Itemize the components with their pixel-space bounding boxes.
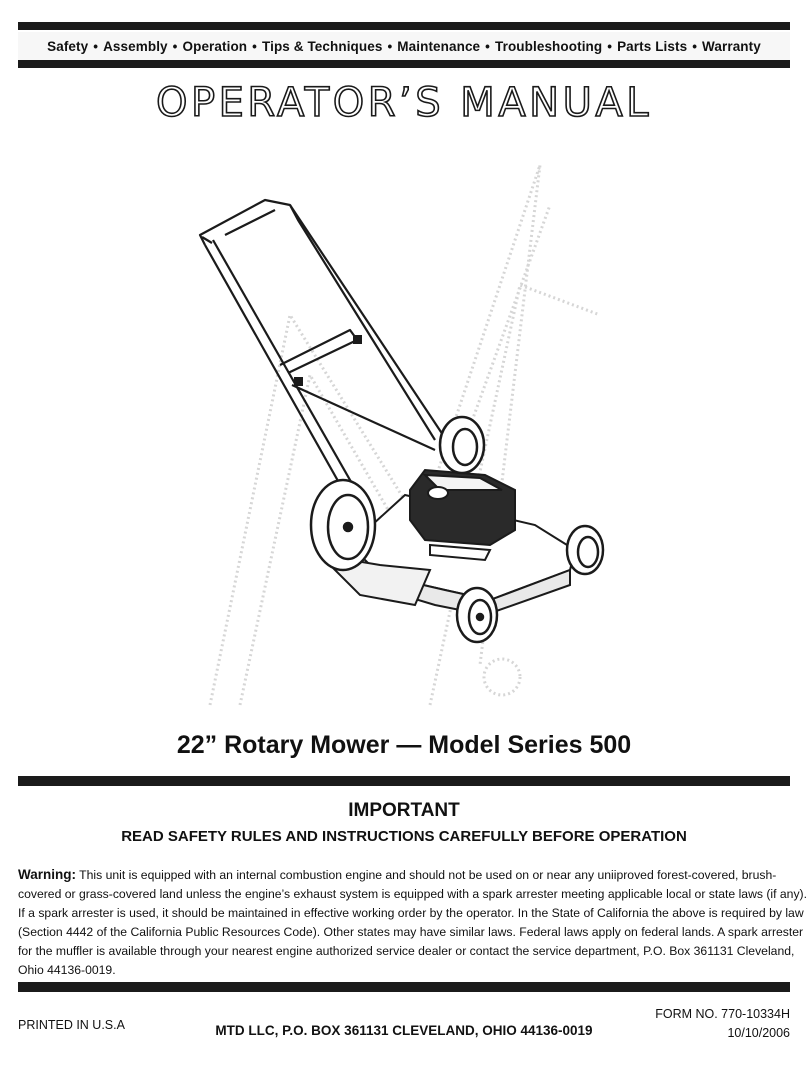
section-link: Troubleshooting	[495, 38, 603, 54]
warning-text: This unit is equipped with an internal combustion engine and should not be used on or near any uniiproved forest-covered, brush-	[76, 868, 777, 882]
form-date: 10/10/2006	[727, 1026, 790, 1040]
section-separator: •	[252, 38, 257, 54]
section-link: Assembly	[103, 38, 168, 54]
section-rule-top	[18, 776, 790, 786]
warning-line: If a spark arrester is used, it should be maintained in effective working order by the operator. In the State of California the above is required by law	[18, 906, 804, 920]
top-rule	[18, 22, 790, 30]
form-number: FORM NO. 770-10334H	[655, 1007, 790, 1021]
important-heading: IMPORTANT	[348, 800, 460, 821]
warning-line	[18, 865, 794, 885]
section-rule-bottom	[18, 982, 790, 992]
section-separator: •	[692, 38, 698, 54]
manual-title: OPERATOR’S MANUAL	[155, 80, 653, 126]
warning-line: (Section 4442 of the California Public Resources Code). Other states may have similar laws. Federal laws apply on federal lands. A spark arrester	[18, 925, 804, 939]
section-link: Parts Lists	[617, 38, 688, 54]
handle-knob-left	[294, 377, 303, 386]
mower-handle	[200, 200, 443, 520]
sections-bar	[18, 32, 790, 60]
watermark-logo	[210, 165, 600, 705]
wheel-rear-right	[440, 417, 484, 473]
section-link: Safety	[47, 38, 89, 54]
warning-label: Warning:	[18, 867, 76, 882]
read-safety-heading: READ SAFETY RULES AND INSTRUCTIONS CAREFULLY BEFORE OPERATION	[121, 828, 687, 845]
printed-in: PRINTED IN U.S.A	[18, 1018, 125, 1032]
company-address: MTD LLC, P.O. BOX 361131 CLEVELAND, OHIO 44136-0019	[215, 1023, 593, 1038]
section-link: Tips & Techniques	[261, 38, 383, 54]
section-separator: •	[485, 38, 490, 54]
model-title: 22” Rotary Mower — Model Series 500	[176, 731, 632, 759]
section-separator: •	[387, 38, 393, 54]
section-separator: •	[93, 38, 99, 54]
wheel-front-right	[567, 526, 603, 574]
mower-illustration	[180, 145, 640, 715]
wheel-rear-left	[311, 480, 375, 570]
wheel-front-left	[457, 588, 497, 642]
section-link: Warranty	[702, 38, 761, 54]
warning-line: Ohio 44136-0019.	[18, 963, 116, 977]
section-separator: •	[607, 38, 613, 54]
section-link: Maintenance	[397, 38, 481, 54]
warning-line: covered or grass-covered land unless the engine’s exhaust system is equipped with a spark arrester meeting applicable local or state laws (if any).	[18, 887, 807, 901]
warning-paragraph	[18, 865, 807, 980]
top-rule-bottom	[18, 60, 790, 68]
section-separator: •	[172, 38, 178, 54]
handle-knob-right	[353, 335, 362, 344]
section-link: Operation	[182, 38, 248, 54]
warning-line: for the muffler is available through your nearest engine authorized service dealer or contact the service department, P.O. Box 361131 Cleveland,	[18, 944, 795, 958]
